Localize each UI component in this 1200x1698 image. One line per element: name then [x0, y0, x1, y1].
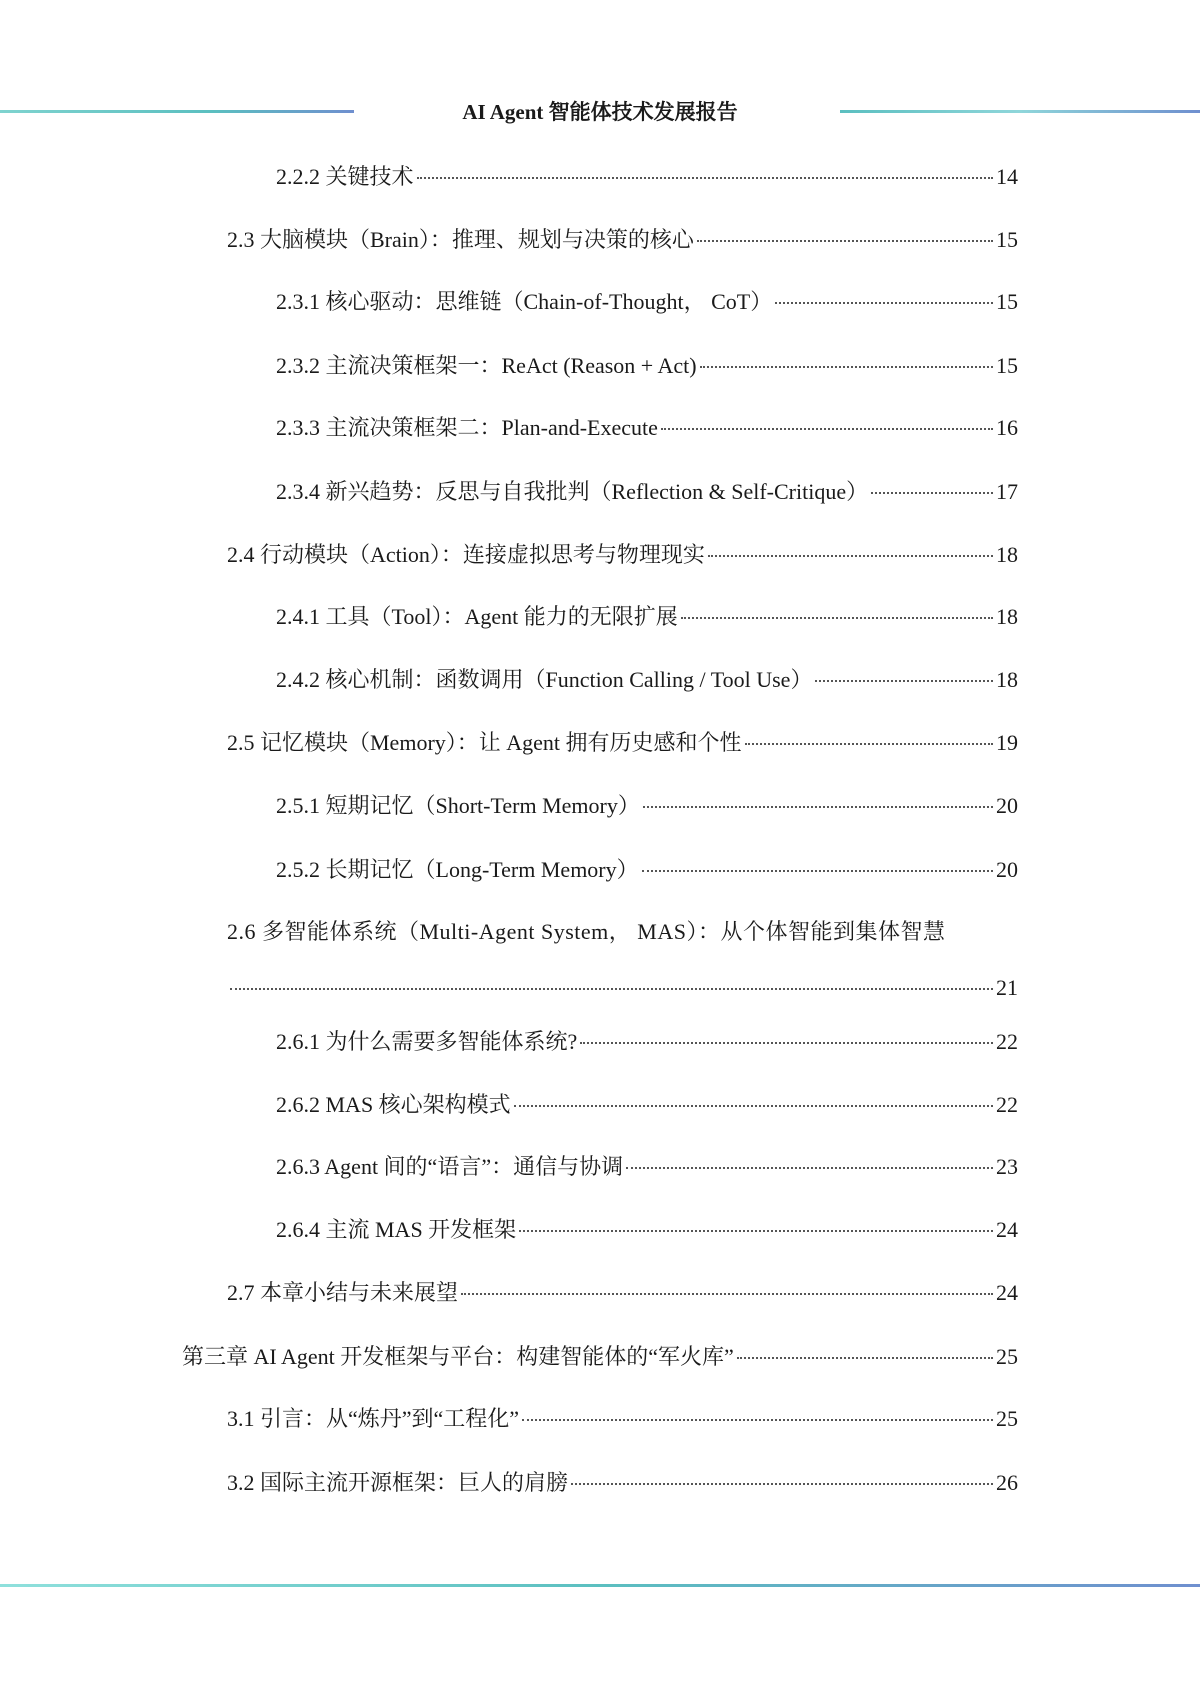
dot-leader: [571, 1483, 993, 1485]
toc-page-number: 15: [996, 289, 1018, 314]
toc-entry-label: 2.5.2 长期记忆（Long-Term Memory）: [276, 857, 639, 882]
toc-entry[interactable]: [276, 287, 1018, 317]
toc-entry-label: 2.6.1 为什么需要多智能体系统?: [276, 1029, 578, 1054]
toc-entry[interactable]: [227, 728, 1018, 758]
toc-page-number: 24: [996, 1280, 1018, 1305]
toc-page-number: 26: [996, 1470, 1018, 1495]
toc-page-number: 18: [996, 542, 1018, 567]
dot-leader: [871, 492, 993, 494]
toc-page-number: 24: [996, 1217, 1018, 1242]
toc-page-number: 20: [996, 793, 1018, 818]
dot-leader: [230, 988, 993, 990]
toc-entry-label: 2.3.1 核心驱动：思维链（Chain-of-Thought， CoT）: [276, 289, 773, 314]
toc-page-number: 15: [996, 227, 1018, 252]
toc-entry-label: 2.5 记忆模块（Memory）：让 Agent 拥有历史感和个性: [227, 730, 742, 755]
toc-page-number: 19: [996, 730, 1018, 755]
toc-entry[interactable]: [276, 855, 1018, 885]
footer-rule: [0, 1584, 1200, 1587]
toc-entry[interactable]: [227, 1404, 1018, 1434]
toc-entry[interactable]: [276, 351, 1018, 381]
toc-page-number: 15: [996, 353, 1018, 378]
toc-entry-label: 2.6.2 MAS 核心架构模式: [276, 1092, 511, 1117]
toc-entry-label: 3.1 引言：从“炼丹”到“工程化”: [227, 1406, 520, 1431]
dot-leader: [643, 806, 993, 808]
toc-page-number: 16: [996, 415, 1018, 440]
toc-entry-label: 2.4.2 核心机制：函数调用（Function Calling / Tool Use）: [276, 667, 813, 692]
dot-leader: [700, 366, 993, 368]
dot-leader: [461, 1293, 993, 1295]
toc-entry-label: 2.3.3 主流决策框架二：Plan-and-Execute: [276, 415, 658, 440]
toc-entry[interactable]: [227, 973, 1018, 1003]
toc-entry-label: 2.4 行动模块（Action）：连接虚拟思考与物理现实: [227, 542, 705, 567]
document-title: AI Agent 智能体技术发展报告: [462, 100, 738, 124]
toc-entry[interactable]: [276, 1027, 1018, 1057]
toc-page-number: 22: [996, 1092, 1018, 1117]
dot-leader: [661, 428, 993, 430]
toc-entry-label: 2.3.2 主流决策框架一：ReAct (Reason + Act): [276, 353, 697, 378]
toc-page-number: 17: [996, 479, 1018, 504]
toc-page-number: 25: [996, 1406, 1018, 1431]
toc-page-number: 20: [996, 857, 1018, 882]
toc-entry-label[interactable]: 2.6 多智能体系统（Multi-Agent System， MAS）：从个体智能到集体智慧: [227, 919, 946, 944]
toc-entry[interactable]: [276, 477, 1018, 507]
dot-leader: [522, 1419, 993, 1421]
toc-entry-label: 2.5.1 短期记忆（Short-Term Memory）: [276, 793, 640, 818]
toc-entry-label: 第三章 AI Agent 开发框架与平台：构建智能体的“军火库”: [182, 1344, 734, 1369]
toc-entry[interactable]: [276, 665, 1018, 695]
dot-leader: [775, 302, 993, 304]
toc-entry[interactable]: [227, 1278, 1018, 1308]
toc-entry[interactable]: [276, 1152, 1018, 1182]
toc-entry-label: 2.2.2 关键技术: [276, 164, 414, 189]
toc-entry-label: 2.6.3 Agent 间的“语言”：通信与协调: [276, 1154, 624, 1179]
dot-leader: [417, 177, 993, 179]
toc-entry[interactable]: [227, 1468, 1018, 1498]
dot-leader: [519, 1230, 993, 1232]
toc-entry-label: 3.2 国际主流开源框架：巨人的肩膀: [227, 1470, 569, 1495]
toc-entry-label: 2.6.4 主流 MAS 开发框架: [276, 1217, 517, 1242]
toc-entry-label: 2.3 大脑模块（Brain）：推理、规划与决策的核心: [227, 227, 694, 252]
dot-leader: [815, 680, 993, 682]
dot-leader: [745, 743, 993, 745]
toc-entry-label: 2.4.1 工具（Tool）：Agent 能力的无限扩展: [276, 604, 678, 629]
toc-entry-label: 2.7 本章小结与未来展望: [227, 1280, 459, 1305]
toc-entry[interactable]: [276, 1090, 1018, 1120]
toc-entry[interactable]: [227, 225, 1018, 255]
toc-entry[interactable]: [276, 1215, 1018, 1245]
toc-entry[interactable]: [182, 1342, 1018, 1372]
dot-leader: [681, 617, 993, 619]
toc-entry[interactable]: [276, 162, 1018, 192]
dot-leader: [580, 1042, 993, 1044]
dot-leader: [708, 555, 993, 557]
toc-entry[interactable]: [276, 413, 1018, 443]
header-rule-right: [840, 110, 1200, 113]
dot-leader: [626, 1167, 993, 1169]
toc-entry[interactable]: [276, 602, 1018, 632]
toc-page-number: 23: [996, 1154, 1018, 1179]
toc-entry[interactable]: [227, 540, 1018, 570]
dot-leader: [737, 1357, 993, 1359]
dot-leader: [642, 870, 993, 872]
toc-entry-label: 2.3.4 新兴趋势：反思与自我批判（Reflection & Self-Critique）: [276, 479, 869, 504]
toc-page-number: 25: [996, 1344, 1018, 1369]
toc-page-number: 14: [996, 164, 1018, 189]
dot-leader: [697, 240, 993, 242]
dot-leader: [514, 1105, 993, 1107]
toc-page-number: 18: [996, 667, 1018, 692]
toc-page-number: 18: [996, 604, 1018, 629]
toc-page-number: 22: [996, 1029, 1018, 1054]
toc-page-number: 21: [996, 975, 1018, 1000]
toc-entry[interactable]: [276, 791, 1018, 821]
